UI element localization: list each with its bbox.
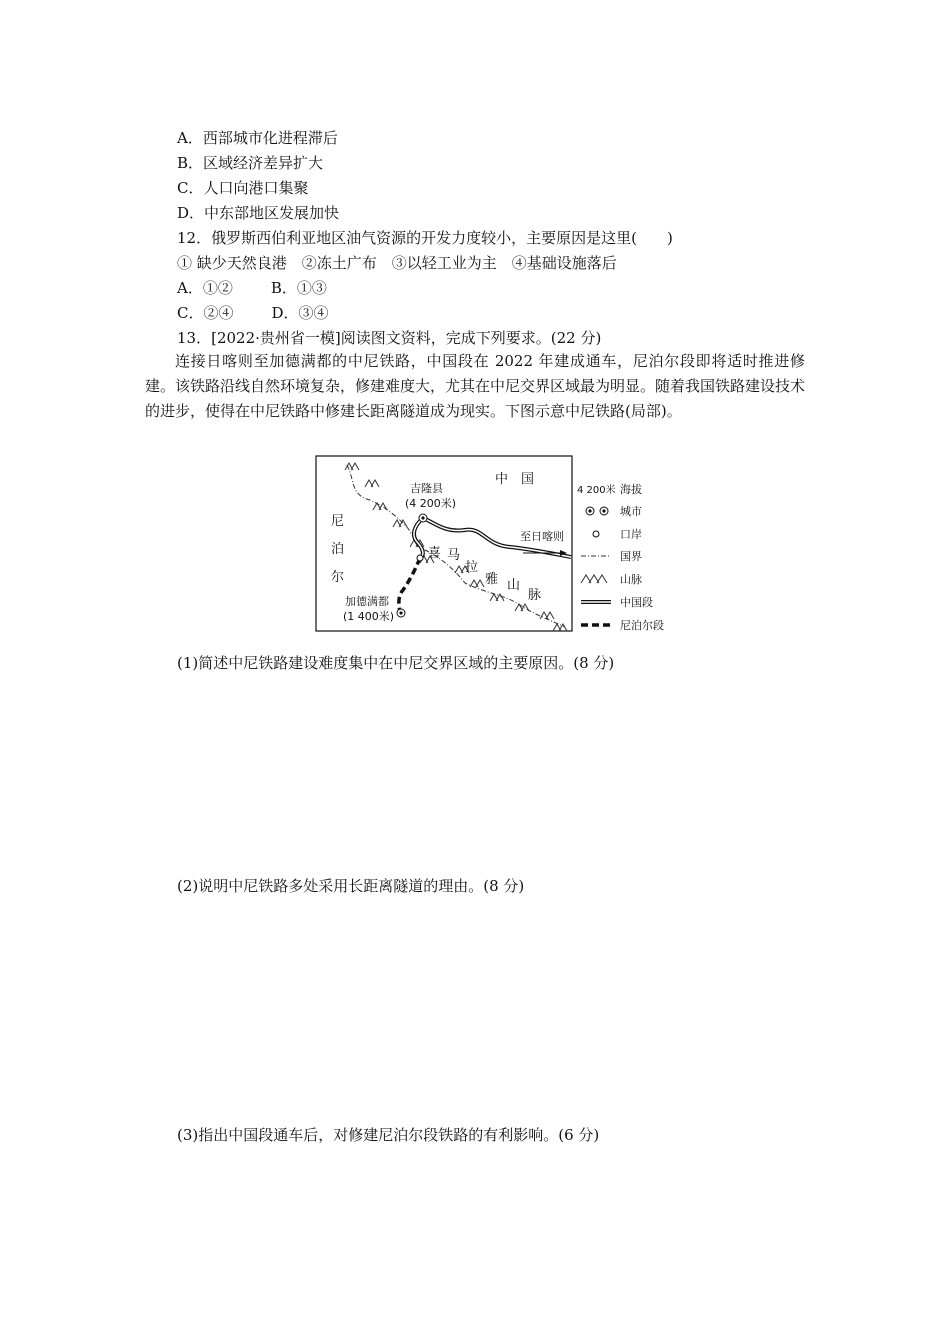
- label-himalaya-5: 山: [507, 578, 521, 593]
- q12-option-b: B．①③: [270, 279, 327, 297]
- map-legend: [577, 482, 664, 632]
- q13-heading: 13．[2022·贵州省一模]阅读图文资料，完成下列要求。(22 分): [177, 329, 602, 347]
- legend-mountain-icon: [581, 575, 607, 583]
- label-himalaya-6: 脉: [528, 588, 542, 603]
- nepal-section-railway: [399, 558, 420, 613]
- legend-port: 口岸: [620, 528, 642, 541]
- label-himalaya-4: 雅: [485, 572, 499, 587]
- port-marker: [417, 555, 423, 561]
- label-nepal-1: 尼: [331, 514, 345, 529]
- q12-option-d: D．③④: [271, 304, 329, 322]
- railway-map: [315, 455, 685, 635]
- q13-sub3: (3)指出中国段通车后，对修建尼泊尔段铁路的有利影响。(6 分): [177, 1126, 600, 1144]
- legend-nepal-section: 尼泊尔段: [620, 619, 664, 632]
- label-himalaya-1: 喜: [428, 546, 442, 561]
- label-himalaya-2: 马: [447, 548, 461, 563]
- q11-option-b: B．区域经济差异扩大: [177, 154, 324, 172]
- legend-altitude-value: 4 200米: [577, 485, 616, 496]
- label-nepal-2: 泊: [331, 542, 345, 557]
- label-china: 中 国: [495, 472, 535, 487]
- legend-port-icon: [593, 531, 599, 537]
- q12-option-c: C．②④: [177, 304, 234, 322]
- q11-option-a: A．西部城市化进程滞后: [177, 129, 338, 147]
- legend-china-section: 中国段: [620, 596, 653, 609]
- q12-options-row1: [177, 278, 327, 298]
- legend-border: 国界: [620, 550, 642, 563]
- legend-altitude: 海拔: [620, 483, 642, 496]
- legend-mountain: 山脉: [620, 573, 642, 586]
- q13-sub2: (2)说明中尼铁路多处采用长距离隧道的理由。(8 分): [177, 877, 525, 895]
- q13-passage: 连接日喀则至加德满都的中尼铁路，中国段在 2022 年建成通车，尼泊尔段即将适时推进修建。该铁路沿线自然环境复杂，修建难度大，尤其在中尼交界区域最为明显。随着我国铁路建设技术的进步，使得在中尼铁路中修建长距离隧道成为现实。下图示意中尼铁路(局部)。: [145, 352, 806, 420]
- q12-option-a: A．①②: [177, 279, 233, 297]
- q12-items: ① 缺少天然良港 ②冻土广布 ③以轻工业为主 ④基础设施落后: [177, 254, 617, 272]
- label-jilong-altitude: (4 200米): [405, 497, 457, 510]
- q13-sub1: (1)简述中尼铁路建设难度集中在中尼交界区域的主要原因。(8 分): [177, 654, 615, 672]
- label-kathmandu: 加德满都: [345, 595, 389, 608]
- label-himalaya-3: 拉: [465, 560, 479, 575]
- label-kathmandu-altitude: (1 400米): [343, 610, 395, 623]
- q11-option-d: D．中东部地区发展加快: [177, 204, 340, 222]
- legend-city: 城市: [620, 505, 642, 518]
- label-to-shigatse: 至日喀则: [520, 530, 564, 543]
- q12-options-row2: [177, 303, 329, 323]
- label-jilong: 吉隆县: [410, 482, 443, 495]
- q12-stem: 12．俄罗斯西伯利亚地区油气资源的开发力度较小，主要原因是这里( ): [177, 229, 673, 247]
- q11-option-c: C．人口向港口集聚: [177, 179, 309, 197]
- label-nepal-3: 尔: [331, 570, 345, 585]
